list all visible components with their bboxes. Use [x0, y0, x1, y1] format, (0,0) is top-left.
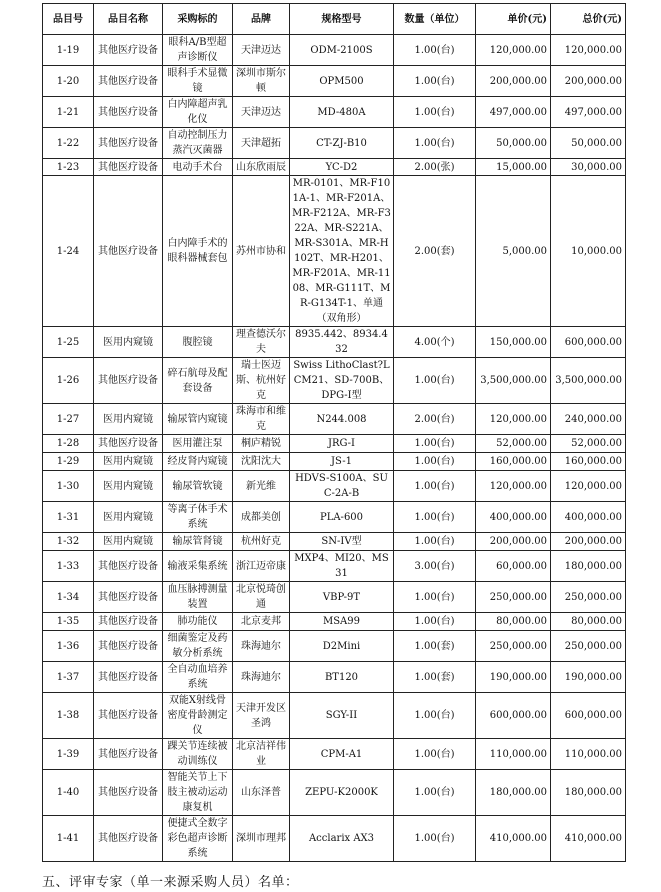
cell-quantity: 1.00(台) — [394, 739, 476, 770]
cell-brand: 山东欣雨辰 — [233, 159, 290, 176]
cell-unit-price: 400,000.00 — [476, 502, 551, 533]
cell-item-name: 医用内窥镜 — [94, 327, 163, 358]
cell-item-no: 1-30 — [43, 471, 94, 502]
cell-item-no: 1-19 — [43, 35, 94, 66]
cell-spec: OPM500 — [290, 66, 394, 97]
cell-unit-price: 160,000.00 — [476, 453, 551, 471]
cell-brand: 珠海迪尔 — [233, 631, 290, 662]
cell-brand: 桐庐精锐 — [233, 435, 290, 453]
cell-unit-price: 3,500,000.00 — [476, 358, 551, 404]
cell-total-price: 30,000.00 — [551, 159, 626, 176]
cell-item-name: 其他医疗设备 — [94, 128, 163, 159]
cell-quantity: 2.00(台) — [394, 404, 476, 435]
cell-item-name: 医用内窥镜 — [94, 453, 163, 471]
cell-unit-price: 50,000.00 — [476, 128, 551, 159]
cell-unit-price: 80,000.00 — [476, 613, 551, 631]
cell-quantity: 1.00(台) — [394, 613, 476, 631]
cell-total-price: 190,000.00 — [551, 662, 626, 693]
table-row — [43, 471, 626, 502]
cell-brand: 浙江迈帝康 — [233, 551, 290, 582]
cell-brand: 瑞士医迈斯、杭州好克 — [233, 358, 290, 404]
header-brand: 品牌 — [233, 4, 290, 35]
cell-spec: ZEPU-K2000K — [290, 770, 394, 816]
table-row — [43, 404, 626, 435]
table-row — [43, 453, 626, 471]
cell-target: 输尿管内窥镜 — [163, 404, 233, 435]
cell-unit-price: 110,000.00 — [476, 739, 551, 770]
cell-item-no: 1-33 — [43, 551, 94, 582]
table-row — [43, 159, 626, 176]
cell-target: 医用灌注泵 — [163, 435, 233, 453]
cell-quantity: 2.00(套) — [394, 176, 476, 327]
cell-spec: SN-IV型 — [290, 533, 394, 551]
header-spec: 规格型号 — [290, 4, 394, 35]
cell-unit-price: 410,000.00 — [476, 816, 551, 862]
cell-quantity: 1.00(套) — [394, 631, 476, 662]
cell-unit-price: 190,000.00 — [476, 662, 551, 693]
cell-spec: VBP-9T — [290, 582, 394, 613]
cell-target: 白内障超声乳化仪 — [163, 97, 233, 128]
cell-target: 输尿管肾镜 — [163, 533, 233, 551]
cell-target: 双能X射线骨密度骨龄测定仪 — [163, 693, 233, 739]
cell-spec: BT120 — [290, 662, 394, 693]
cell-target: 血压脉搏测量装置 — [163, 582, 233, 613]
table-row — [43, 631, 626, 662]
cell-unit-price: 497,000.00 — [476, 97, 551, 128]
cell-quantity: 1.00(台) — [394, 471, 476, 502]
cell-target: 白内障手术的眼科器械套包 — [163, 176, 233, 327]
cell-spec: MD-480A — [290, 97, 394, 128]
cell-item-no: 1-21 — [43, 97, 94, 128]
cell-item-name: 医用内窥镜 — [94, 502, 163, 533]
cell-item-no: 1-28 — [43, 435, 94, 453]
cell-target: 眼科手术显微镜 — [163, 66, 233, 97]
cell-item-name: 医用内窥镜 — [94, 533, 163, 551]
cell-item-name: 其他医疗设备 — [94, 435, 163, 453]
cell-spec: CPM-A1 — [290, 739, 394, 770]
header-total-price: 总价(元) — [551, 4, 626, 35]
cell-spec: PLA-600 — [290, 502, 394, 533]
cell-spec: Swiss LithoClast?LCM21、SD-700B、DPG-I型 — [290, 358, 394, 404]
cell-total-price: 200,000.00 — [551, 66, 626, 97]
cell-total-price: 10,000.00 — [551, 176, 626, 327]
cell-brand: 天津开发区圣鸿 — [233, 693, 290, 739]
table-row — [43, 435, 626, 453]
cell-unit-price: 180,000.00 — [476, 770, 551, 816]
cell-spec: HDVS-S100A、SUC-2A-B — [290, 471, 394, 502]
cell-quantity: 1.00(台) — [394, 533, 476, 551]
table-row — [43, 358, 626, 404]
cell-spec: ODM-2100S — [290, 35, 394, 66]
table-row — [43, 582, 626, 613]
cell-total-price: 200,000.00 — [551, 533, 626, 551]
table-row — [43, 327, 626, 358]
cell-total-price: 250,000.00 — [551, 582, 626, 613]
cell-spec: Acclarix AX3 — [290, 816, 394, 862]
cell-item-name: 其他医疗设备 — [94, 631, 163, 662]
cell-total-price: 180,000.00 — [551, 770, 626, 816]
section-heading: 五、评审专家（单一来源采购人员）名单： — [42, 875, 299, 890]
cell-quantity: 4.00(个) — [394, 327, 476, 358]
cell-total-price: 600,000.00 — [551, 327, 626, 358]
cell-target: 细菌鉴定及药敏分析系统 — [163, 631, 233, 662]
cell-target: 全自动血培养系统 — [163, 662, 233, 693]
cell-item-no: 1-25 — [43, 327, 94, 358]
cell-target: 电动手术台 — [163, 159, 233, 176]
cell-unit-price: 600,000.00 — [476, 693, 551, 739]
cell-item-no: 1-35 — [43, 613, 94, 631]
cell-total-price: 3,500,000.00 — [551, 358, 626, 404]
cell-target: 踝关节连续被动训练仪 — [163, 739, 233, 770]
cell-total-price: 497,000.00 — [551, 97, 626, 128]
cell-item-name: 其他医疗设备 — [94, 97, 163, 128]
cell-item-no: 1-22 — [43, 128, 94, 159]
cell-unit-price: 52,000.00 — [476, 435, 551, 453]
cell-target: 便捷式全数字彩色超声诊断系统 — [163, 816, 233, 862]
cell-quantity: 3.00(台) — [394, 551, 476, 582]
header-target: 采购标的 — [163, 4, 233, 35]
cell-target: 输液采集系统 — [163, 551, 233, 582]
cell-unit-price: 250,000.00 — [476, 631, 551, 662]
cell-brand: 理查德沃尔夫 — [233, 327, 290, 358]
cell-total-price: 50,000.00 — [551, 128, 626, 159]
cell-item-name: 其他医疗设备 — [94, 770, 163, 816]
cell-quantity: 2.00(张) — [394, 159, 476, 176]
table-row — [43, 502, 626, 533]
table-row — [43, 693, 626, 739]
cell-item-no: 1-27 — [43, 404, 94, 435]
cell-target: 等离子体手术系统 — [163, 502, 233, 533]
cell-brand: 苏州市协和 — [233, 176, 290, 327]
cell-item-no: 1-37 — [43, 662, 94, 693]
cell-brand: 天津迈达 — [233, 35, 290, 66]
table-row — [43, 770, 626, 816]
cell-spec: YC-D2 — [290, 159, 394, 176]
cell-item-name: 其他医疗设备 — [94, 613, 163, 631]
cell-item-no: 1-39 — [43, 739, 94, 770]
cell-brand: 天津迈达 — [233, 97, 290, 128]
cell-quantity: 1.00(套) — [394, 662, 476, 693]
cell-total-price: 400,000.00 — [551, 502, 626, 533]
cell-total-price: 80,000.00 — [551, 613, 626, 631]
table-row — [43, 662, 626, 693]
cell-spec: CT-ZJ-B10 — [290, 128, 394, 159]
cell-brand: 北京洁祥伟业 — [233, 739, 290, 770]
cell-item-name: 医用内窥镜 — [94, 404, 163, 435]
cell-total-price: 180,000.00 — [551, 551, 626, 582]
cell-item-no: 1-23 — [43, 159, 94, 176]
cell-quantity: 1.00(台) — [394, 453, 476, 471]
cell-brand: 沈阳沈大 — [233, 453, 290, 471]
cell-target: 肺功能仪 — [163, 613, 233, 631]
cell-item-no: 1-36 — [43, 631, 94, 662]
table-row — [43, 551, 626, 582]
table-row — [43, 739, 626, 770]
cell-brand: 珠海迪尔 — [233, 662, 290, 693]
cell-quantity: 1.00(台) — [394, 435, 476, 453]
procurement-items-table — [42, 3, 626, 862]
cell-item-no: 1-38 — [43, 693, 94, 739]
table-row — [43, 613, 626, 631]
cell-item-no: 1-26 — [43, 358, 94, 404]
cell-item-name: 其他医疗设备 — [94, 358, 163, 404]
cell-item-name: 其他医疗设备 — [94, 816, 163, 862]
cell-item-name: 其他医疗设备 — [94, 159, 163, 176]
cell-spec: MR-0101、MR-F101A-1、MR-F201A、MR-F212A、MR-F322A、MR-S221A、MR-S301A、MR-H102T、MR-H201、MR-F201A、MR-1108、MR-G111T、MR-G134T-1、单通（双角形） — [290, 176, 394, 327]
cell-item-name: 其他医疗设备 — [94, 176, 163, 327]
table-row — [43, 97, 626, 128]
table-row — [43, 35, 626, 66]
cell-item-no: 1-24 — [43, 176, 94, 327]
header-quantity: 数量（单位） — [394, 4, 476, 35]
cell-quantity: 1.00(台) — [394, 582, 476, 613]
cell-quantity: 1.00(台) — [394, 66, 476, 97]
cell-spec: JRG-I — [290, 435, 394, 453]
cell-total-price: 120,000.00 — [551, 35, 626, 66]
cell-target: 输尿管软镜 — [163, 471, 233, 502]
cell-quantity: 1.00(台) — [394, 770, 476, 816]
table-row — [43, 128, 626, 159]
cell-target: 碎石航母及配套设备 — [163, 358, 233, 404]
cell-spec: MXP4、MI20、MS31 — [290, 551, 394, 582]
cell-quantity: 1.00(台) — [394, 502, 476, 533]
cell-item-no: 1-20 — [43, 66, 94, 97]
cell-brand: 北京悦琦创通 — [233, 582, 290, 613]
header-unit-price: 单价(元) — [476, 4, 551, 35]
cell-item-name: 其他医疗设备 — [94, 739, 163, 770]
cell-unit-price: 120,000.00 — [476, 471, 551, 502]
cell-unit-price: 5,000.00 — [476, 176, 551, 327]
table-header-row — [43, 4, 626, 35]
cell-total-price: 120,000.00 — [551, 471, 626, 502]
cell-item-no: 1-31 — [43, 502, 94, 533]
cell-total-price: 110,000.00 — [551, 739, 626, 770]
header-item-name: 品目名称 — [94, 4, 163, 35]
cell-spec: SGY-II — [290, 693, 394, 739]
cell-total-price: 600,000.00 — [551, 693, 626, 739]
cell-quantity: 1.00(台) — [394, 358, 476, 404]
cell-unit-price: 120,000.00 — [476, 35, 551, 66]
cell-item-no: 1-41 — [43, 816, 94, 862]
cell-target: 智能关节上下肢主被动运动康复机 — [163, 770, 233, 816]
cell-unit-price: 200,000.00 — [476, 533, 551, 551]
cell-quantity: 1.00(台) — [394, 693, 476, 739]
cell-brand: 杭州好克 — [233, 533, 290, 551]
cell-quantity: 1.00(台) — [394, 97, 476, 128]
cell-unit-price: 120,000.00 — [476, 404, 551, 435]
cell-item-no: 1-40 — [43, 770, 94, 816]
cell-item-name: 其他医疗设备 — [94, 662, 163, 693]
cell-spec: D2Mini — [290, 631, 394, 662]
cell-total-price: 52,000.00 — [551, 435, 626, 453]
table-row — [43, 176, 626, 327]
cell-spec: MSA99 — [290, 613, 394, 631]
table-row — [43, 816, 626, 862]
cell-unit-price: 60,000.00 — [476, 551, 551, 582]
document-body — [42, 3, 625, 892]
cell-total-price: 160,000.00 — [551, 453, 626, 471]
cell-quantity: 1.00(台) — [394, 35, 476, 66]
cell-quantity: 1.00(台) — [394, 816, 476, 862]
cell-spec: N244.008 — [290, 404, 394, 435]
cell-item-name: 其他医疗设备 — [94, 551, 163, 582]
cell-target: 腹腔镜 — [163, 327, 233, 358]
cell-total-price: 410,000.00 — [551, 816, 626, 862]
cell-brand: 新光维 — [233, 471, 290, 502]
cell-brand: 成都美创 — [233, 502, 290, 533]
cell-item-name: 其他医疗设备 — [94, 66, 163, 97]
cell-brand: 山东泽普 — [233, 770, 290, 816]
cell-item-name: 医用内窥镜 — [94, 471, 163, 502]
cell-brand: 深圳市理邦 — [233, 816, 290, 862]
cell-unit-price: 150,000.00 — [476, 327, 551, 358]
cell-item-name: 其他医疗设备 — [94, 582, 163, 613]
cell-target: 自动控制压力蒸汽灭菌器 — [163, 128, 233, 159]
cell-item-no: 1-29 — [43, 453, 94, 471]
cell-item-name: 其他医疗设备 — [94, 693, 163, 739]
cell-total-price: 250,000.00 — [551, 631, 626, 662]
cell-unit-price: 200,000.00 — [476, 66, 551, 97]
cell-spec: 8935.442、8934.432 — [290, 327, 394, 358]
cell-quantity: 1.00(台) — [394, 128, 476, 159]
cell-brand: 深圳市斯尔顿 — [233, 66, 290, 97]
cell-spec: JS-1 — [290, 453, 394, 471]
cell-item-name: 其他医疗设备 — [94, 35, 163, 66]
cell-brand: 北京麦邦 — [233, 613, 290, 631]
table-row — [43, 533, 626, 551]
cell-unit-price: 250,000.00 — [476, 582, 551, 613]
cell-brand: 珠海市和维克 — [233, 404, 290, 435]
header-item-no: 品目号 — [43, 4, 94, 35]
cell-total-price: 240,000.00 — [551, 404, 626, 435]
cell-target: 眼科A/B型超声诊断仪 — [163, 35, 233, 66]
cell-item-no: 1-34 — [43, 582, 94, 613]
cell-brand: 天津超拓 — [233, 128, 290, 159]
cell-target: 经皮肾内窥镜 — [163, 453, 233, 471]
cell-unit-price: 15,000.00 — [476, 159, 551, 176]
table-row — [43, 66, 626, 97]
cell-item-no: 1-32 — [43, 533, 94, 551]
